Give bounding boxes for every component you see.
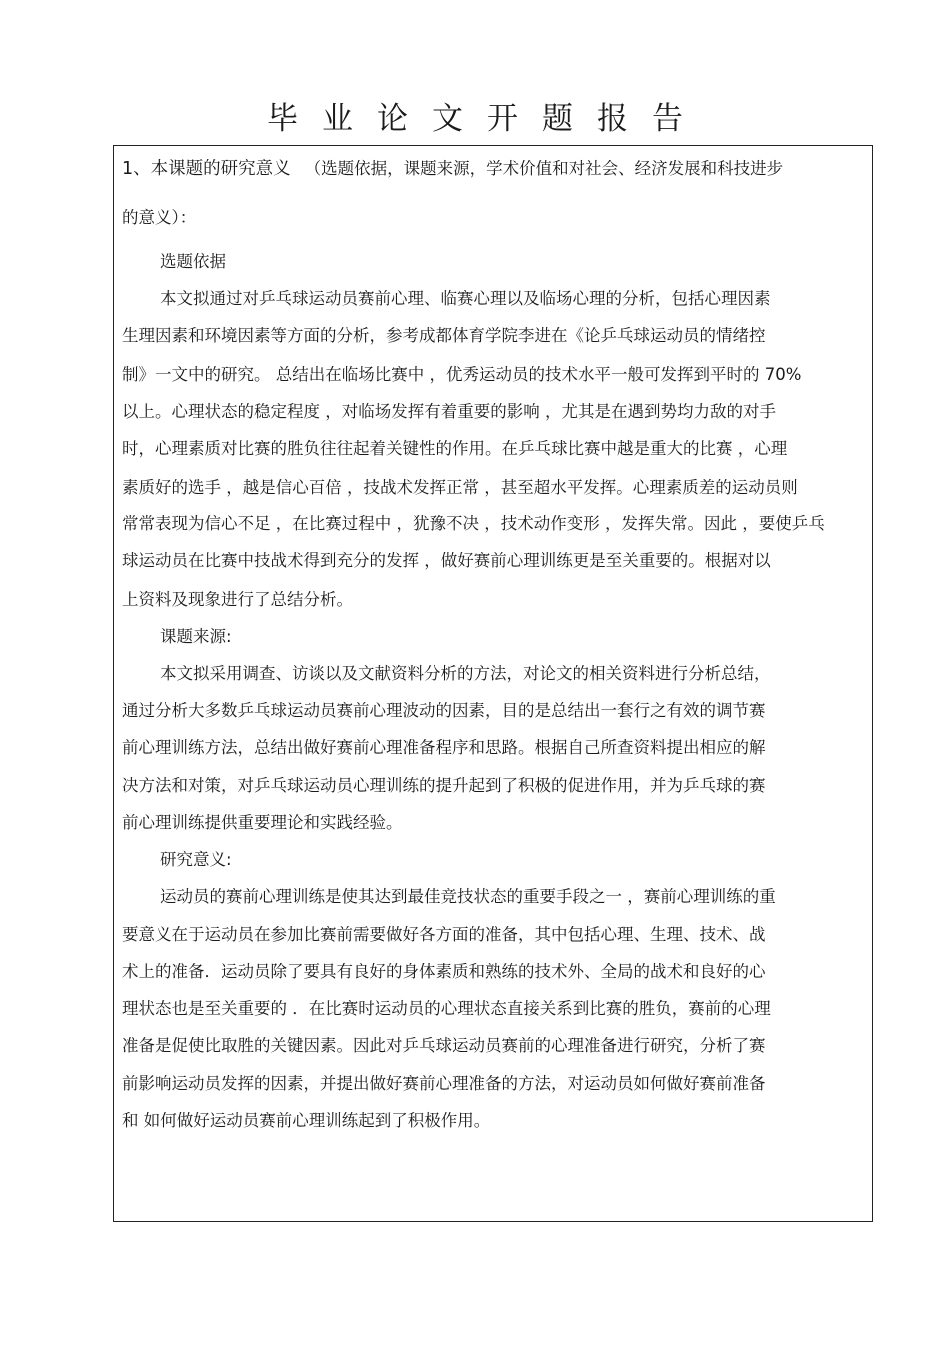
section-heading-text: 1、本课题的研究意义 (122, 159, 291, 179)
paragraph-line: 前心理训练方法，总结出做好赛前心理准备程序和思路。根据自己所查资料提出相应的解 (122, 738, 766, 757)
paragraph-line: 素质好的选手 ，越是信心百倍 ，技战术发挥正常 ，甚至超水平发挥。心理素质差的运动员则 (122, 478, 798, 497)
paragraph-line: 和 如何做好运动员赛前心理训练起到了积极作用。 (122, 1111, 491, 1130)
section-heading (122, 157, 783, 181)
paragraph-line: 要意义在于运动员在参加比赛前需要做好各方面的准备，其中包括心理、生理、技术、战 (122, 925, 766, 944)
paragraph-line: 生理因素和环境因素等方面的分析，参考成都体育学院李进在《论乒乓球运动员的情绪控 (122, 326, 766, 345)
subheading-laiyuan: 课题来源: (160, 627, 232, 646)
section-heading-note: （选题依据，课题来源，学术价值和对社会、经济发展和科技进步 (304, 159, 784, 178)
paragraph-line: 决方法和对策，对乒乓球运动员心理训练的提升起到了积极的促进作用，并为乒乓球的赛 (122, 776, 766, 795)
subheading-xuanti: 选题依据 (160, 252, 226, 271)
paragraph-line: 理状态也是至关重要的 ．在比赛时运动员的心理状态直接关系到比赛的胜负，赛前的心理 (122, 999, 771, 1018)
paragraph-line: 前心理训练提供重要理论和实践经验。 (122, 813, 403, 832)
subheading-yiyi: 研究意义: (160, 850, 232, 869)
paragraph-line: 上资料及现象进行了总结分析。 (122, 590, 353, 609)
paragraph-line: 以上。心理状态的稳定程度 ，对临场发挥有着重要的影响 ，尤其是在遇到势均力敌的对手 (122, 402, 776, 421)
paragraph-line: 通过分析大多数乒乓球运动员赛前心理波动的因素，目的是总结出一套行之有效的调节赛 (122, 701, 766, 720)
paragraph-line: 准备是促使比取胜的关键因素。因此对乒乓球运动员赛前的心理准备进行研究，分析了赛 (122, 1036, 766, 1055)
paragraph-line: 常常表现为信心不足 ，在比赛过程中 ，犹豫不决 ，技术动作变形 ，发挥失常。因此 ，要使乒乓 (122, 514, 825, 533)
paragraph-line: 本文拟通过对乒乓球运动员赛前心理、临赛心理以及临场心理的分析，包括心理因素 (160, 289, 771, 308)
paragraph-line: 术上的准备．运动员除了要具有良好的身体素质和熟练的技术外、全局的战术和良好的心 (122, 962, 766, 981)
document-title: 毕业论文开题报告 (267, 101, 707, 137)
paragraph-line: 球运动员在比赛中技战术得到充分的发挥 ，做好赛前心理训练更是至关重要的。根据对以 (122, 551, 771, 570)
paragraph-line: 运动员的赛前心理训练是使其达到最佳竞技状态的重要手段之一 ，赛前心理训练的重 (160, 887, 776, 906)
paragraph-line: 前影响运动员发挥的因素，并提出做好赛前心理准备的方法，对运动员如何做好赛前准备 (122, 1074, 766, 1093)
paragraph-line: 制》一文中的研究。 总结出在临场比赛中 ，优秀运动员的技术水平一般可发挥到平时的 70% (122, 365, 802, 384)
section-heading-note-cont: 的意义）： (122, 208, 197, 227)
paragraph-line: 本文拟采用调查、访谈以及文献资料分析的方法，对论文的相关资料进行分析总结， (160, 664, 771, 683)
paragraph-line: 时，心理素质对比赛的胜负往往起着关键性的作用。在乒乓球比赛中越是重大的比赛 ，心理 (122, 439, 788, 458)
